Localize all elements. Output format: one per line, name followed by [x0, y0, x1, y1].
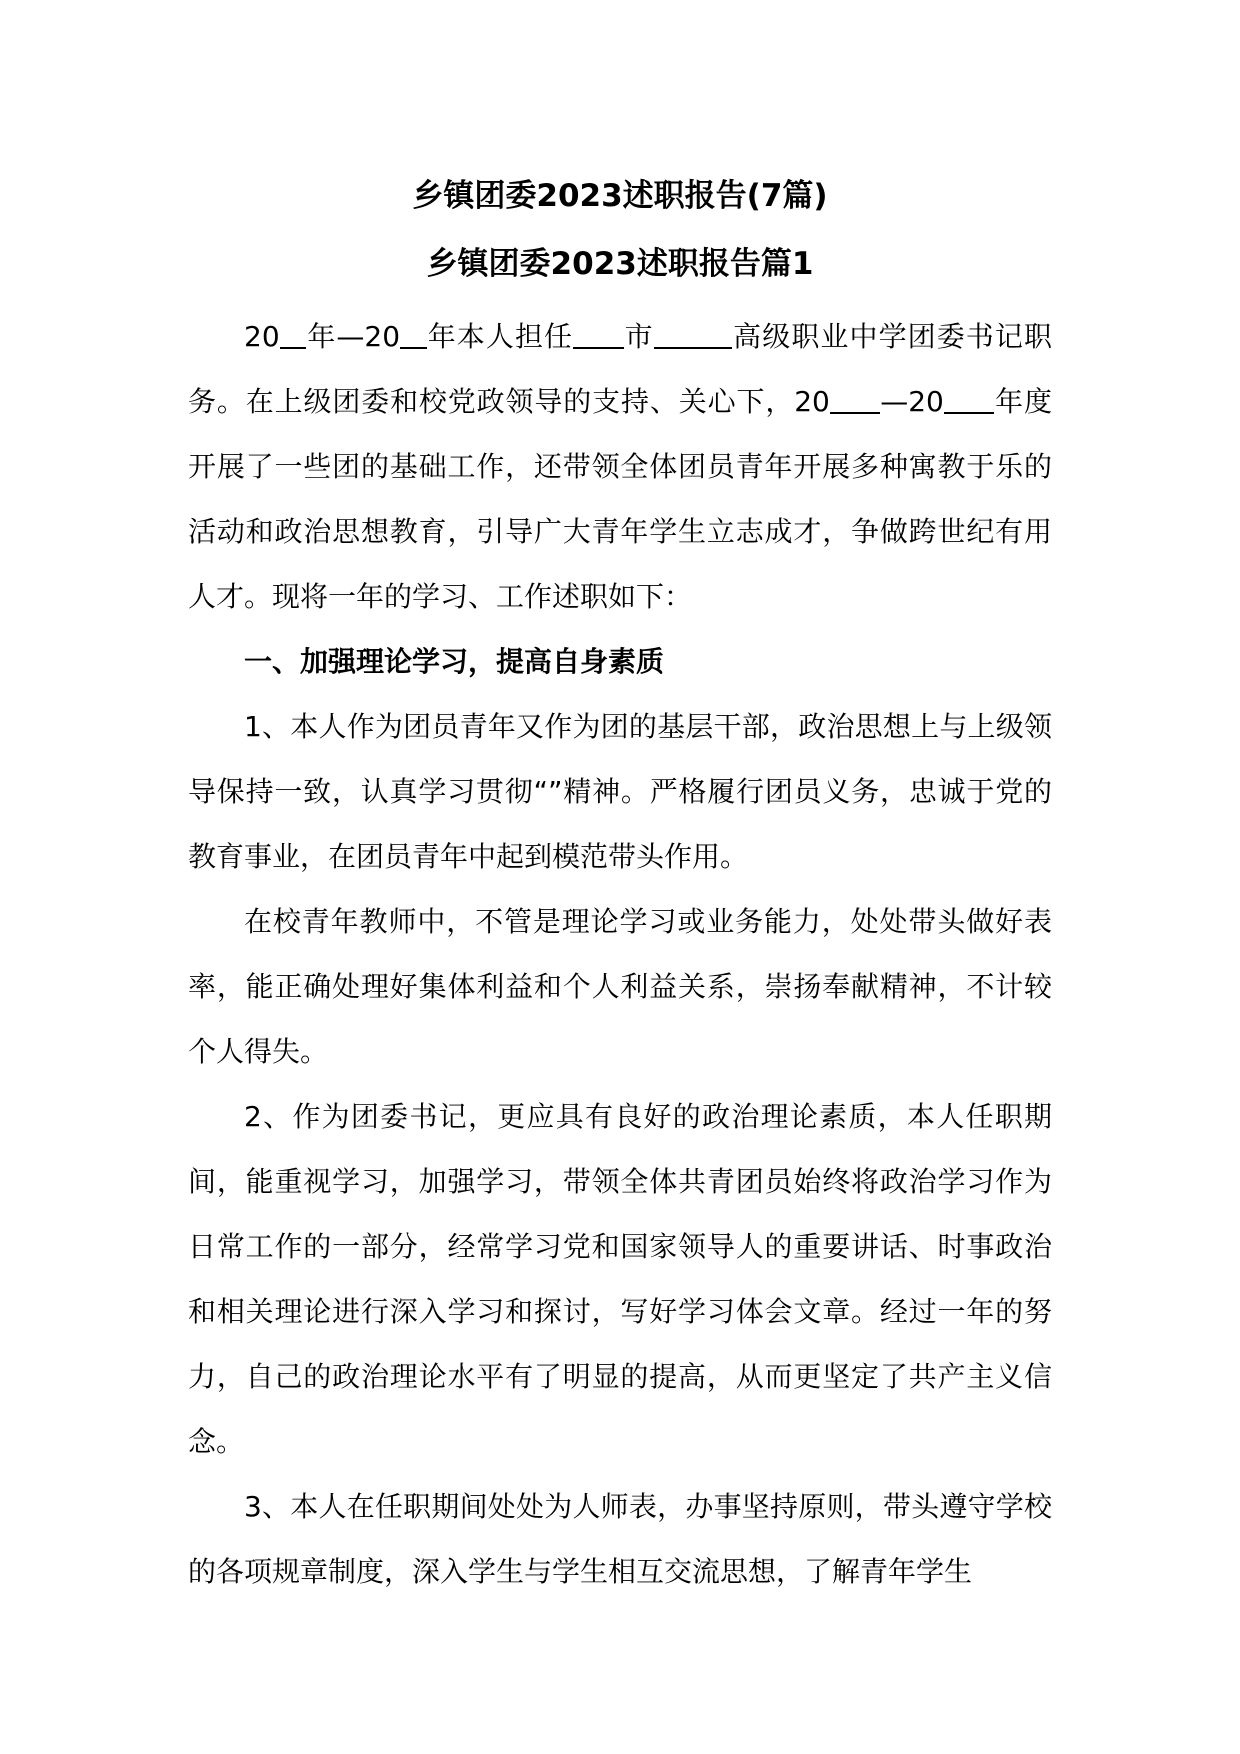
- fill-in-blank: [400, 318, 427, 349]
- body-paragraph: 在校青年教师中，不管是理论学习或业务能力，处处带头做好表率，能正确处理好集体利益和个人利益关系，崇扬奉献精神，不计较个人得失。: [188, 905, 1052, 1068]
- intro-text-2: 年—20: [306, 320, 401, 353]
- fill-in-blank: [280, 318, 307, 349]
- body-paragraph: 3、本人在任职期间处处为人师表，办事坚持原则，带头遵守学校的各项规章制度，深入学生与学生相互交流思想，了解青年学生: [188, 1490, 1052, 1588]
- intro-text-7: 年度开展了一些团的基础工作，还带领全体团员青年开展多种寓教于乐的活动和政治思想教育，引导广大青年学生立志成才，争做跨世纪有用人才。现将一年的学习、工作述职如下：: [188, 385, 1052, 613]
- fill-in-blank: [573, 318, 623, 349]
- document-body: [188, 304, 1052, 1604]
- fill-in-blank: [944, 383, 994, 414]
- intro-paragraph: [188, 304, 1052, 629]
- document-title: 乡镇团委2023述职报告(7篇): [412, 178, 828, 214]
- section-heading: 一、加强理论学习，提高自身素质: [244, 645, 665, 678]
- document-subtitle: 乡镇团委2023述职报告篇1: [426, 246, 814, 282]
- fill-in-blank: [830, 383, 880, 414]
- fill-in-blank: [654, 318, 732, 349]
- intro-text-3: 年本人担任: [426, 320, 574, 353]
- intro-text-4: 市: [623, 320, 654, 353]
- intro-text-5: 高级职业中学团委书记职务。在上级团委和校党政领导的支持、关心下，20: [188, 320, 1052, 418]
- body-paragraph: 1、本人作为团员青年又作为团的基层干部，政治思想上与上级领导保持一致，认真学习贯彻“”精神。严格履行团员义务，忠诚于党的教育事业，在团员青年中起到模范带头作用。: [188, 710, 1052, 873]
- body-paragraph: 2、作为团委书记，更应具有良好的政治理论素质，本人任职期间，能重视学习，加强学习，带领全体共青团员始终将政治学习作为日常工作的一部分，经常学习党和国家领导人的重要讲话、时事政治和相关理论进行深入学习和探讨，写好学习体会文章。经过一年的努力，自己的政治理论水平有了明显的提高，从而更坚定了共产主义信念。: [188, 1100, 1052, 1458]
- intro-text-6: —20: [880, 385, 944, 418]
- intro-text-1: 20: [244, 320, 280, 353]
